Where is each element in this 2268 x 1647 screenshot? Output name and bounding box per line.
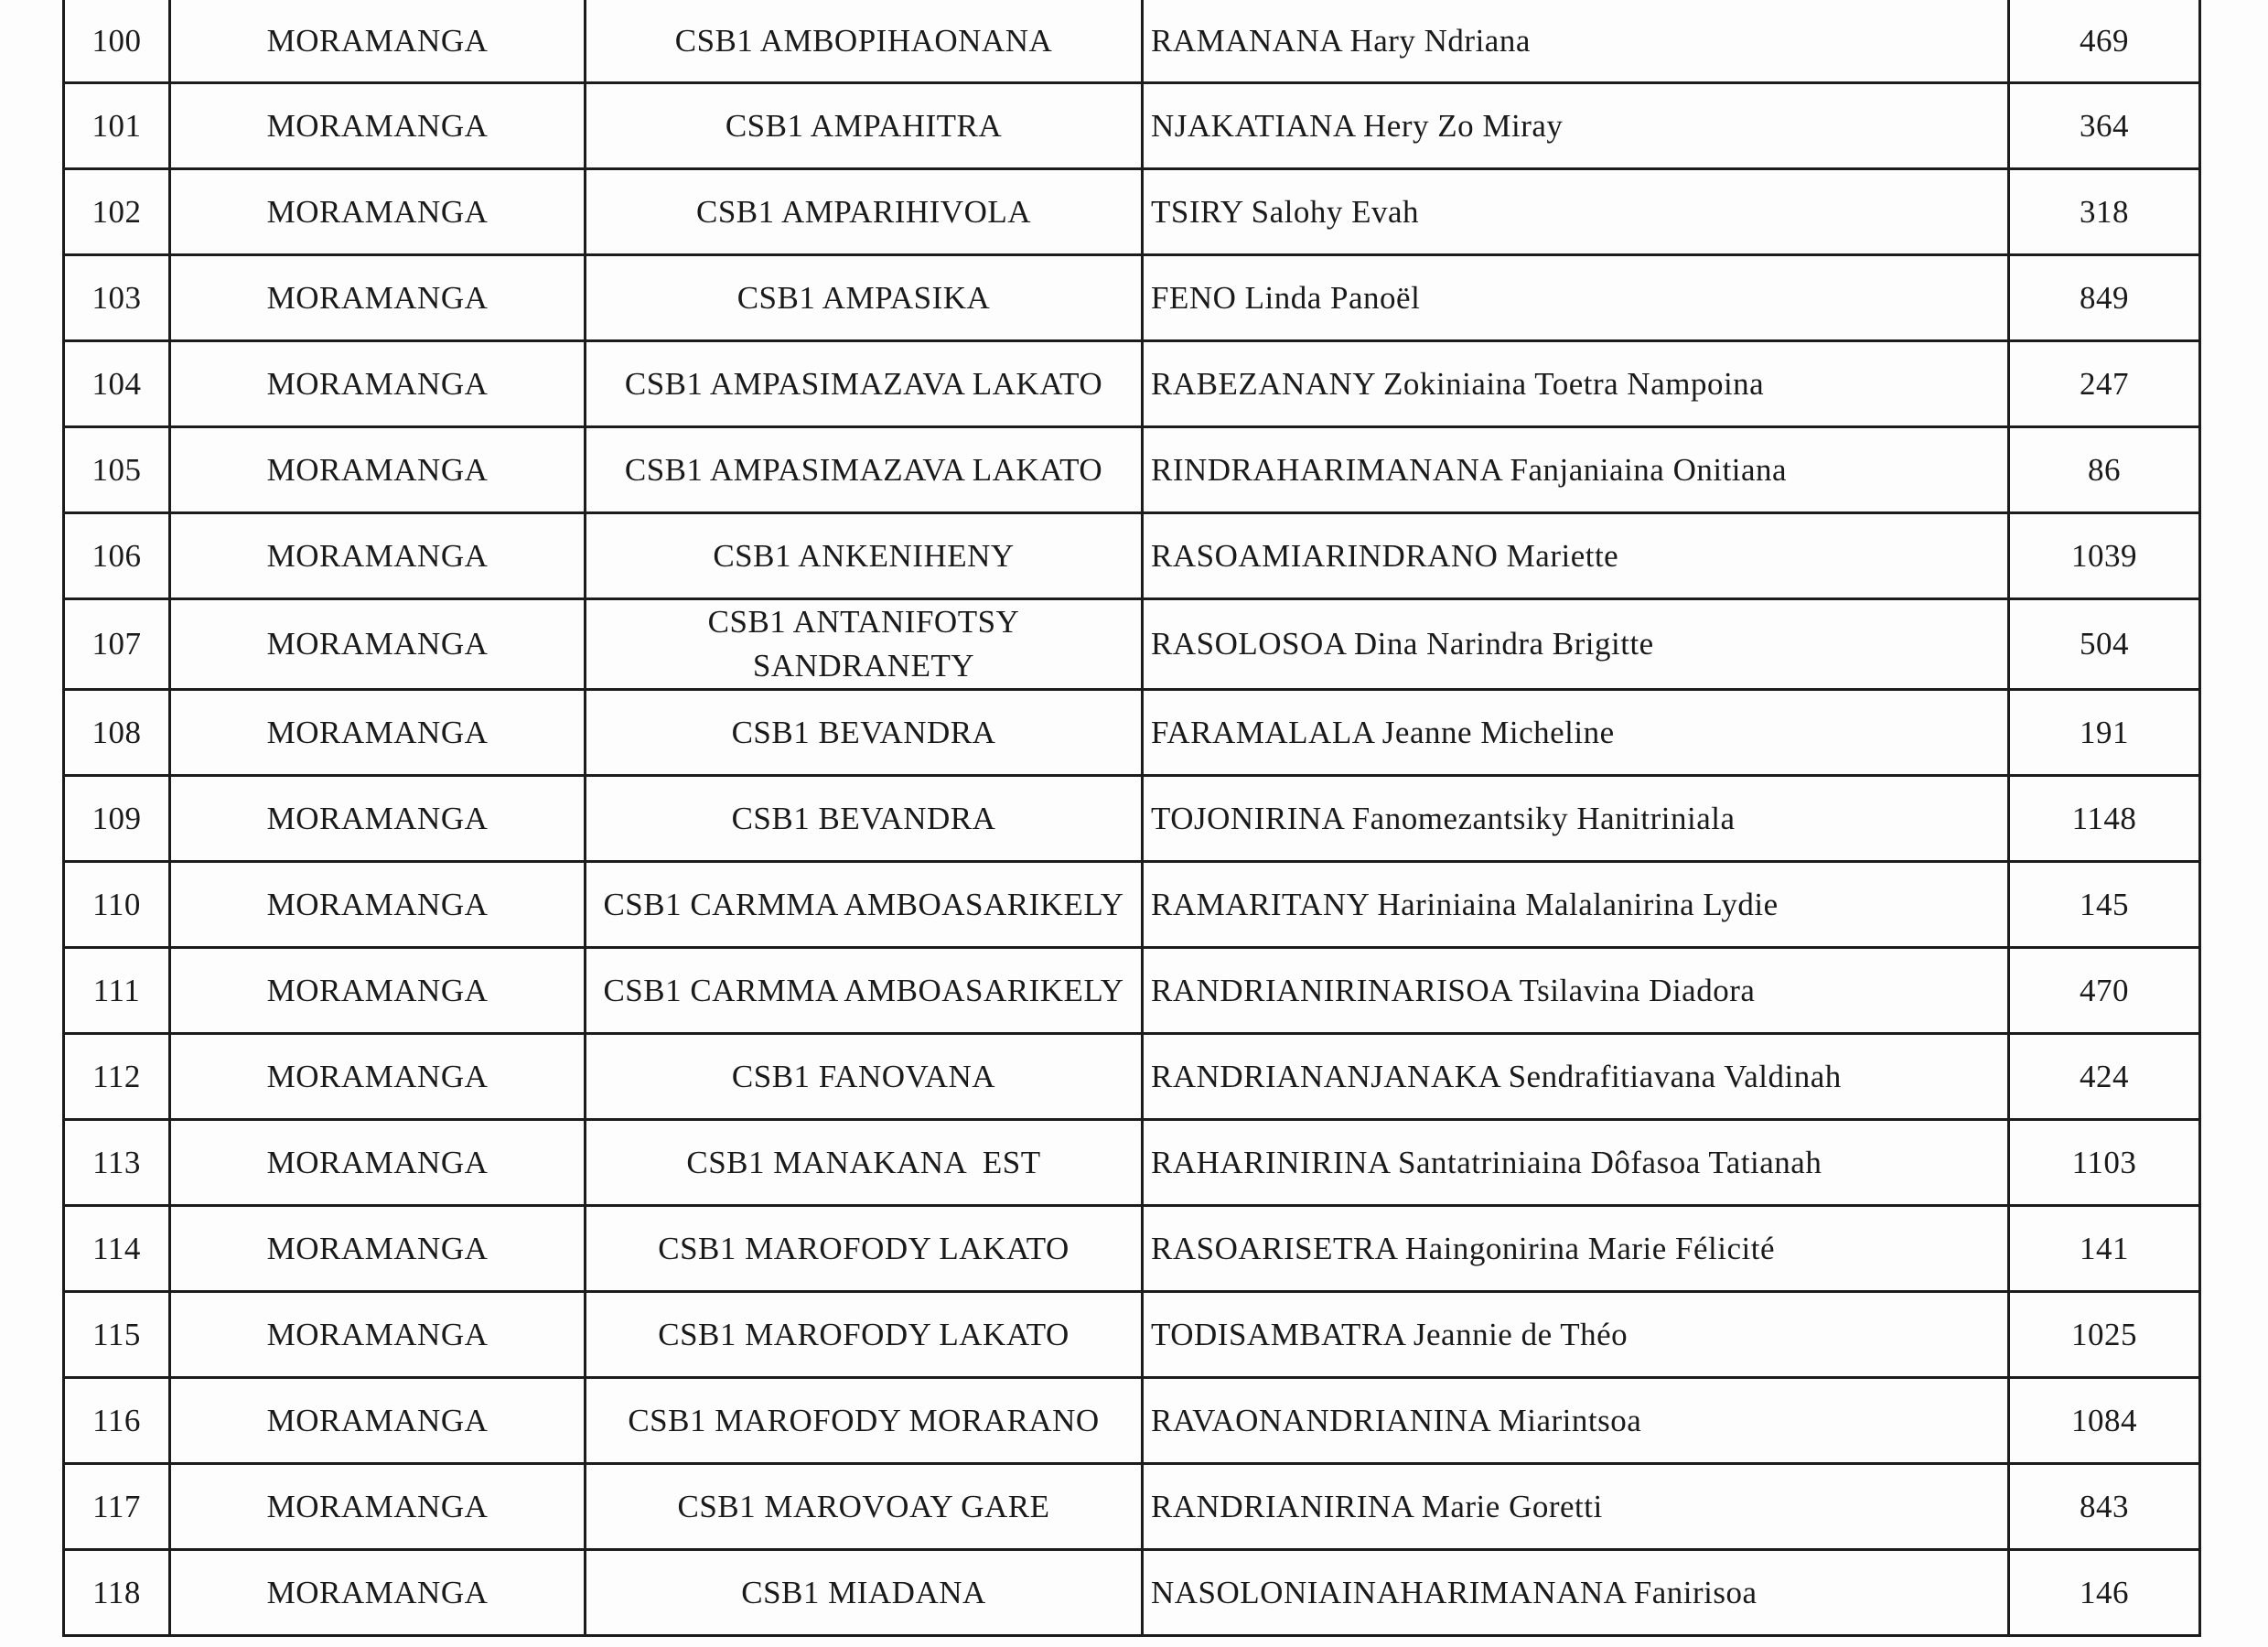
table-row [64,948,2200,1034]
roster-table [62,0,2201,1637]
facility-cell: CSB1 MAROFODY LAKATO [586,1206,1143,1292]
row-number-cell: 111 [64,948,170,1034]
count-cell: 145 [2009,862,2200,948]
table-row [64,513,2200,599]
person-name-cell: RANDRIANIRINA Marie Goretti [1143,1464,2009,1550]
district-cell: MORAMANGA [170,169,586,255]
person-name-cell: TOJONIRINA Fanomezantsiky Hanitriniala [1143,776,2009,862]
row-number-cell: 107 [64,599,170,690]
district-cell: MORAMANGA [170,0,586,83]
count-cell: 470 [2009,948,2200,1034]
district-cell: MORAMANGA [170,513,586,599]
row-number-cell: 116 [64,1378,170,1464]
table-row [64,1464,2200,1550]
table-row [64,776,2200,862]
district-cell: MORAMANGA [170,862,586,948]
table-row [64,427,2200,513]
person-name-cell: RANDRIANIRINARISOA Tsilavina Diadora [1143,948,2009,1034]
count-cell: 191 [2009,690,2200,776]
count-cell: 849 [2009,255,2200,341]
facility-cell: CSB1 MAROFODY LAKATO [586,1292,1143,1378]
count-cell: 318 [2009,169,2200,255]
facility-cell: CSB1 ANTANIFOTSY SANDRANETY [586,599,1143,690]
row-number-cell: 115 [64,1292,170,1378]
person-name-cell: RANDRIANANJANAKA Sendrafitiavana Valdinah [1143,1034,2009,1120]
table-row [64,1120,2200,1206]
facility-cell: CSB1 BEVANDRA [586,690,1143,776]
row-number-cell: 106 [64,513,170,599]
roster-table-body [64,0,2200,1636]
facility-cell: CSB1 AMPARIHIVOLA [586,169,1143,255]
person-name-cell: RASOLOSOA Dina Narindra Brigitte [1143,599,2009,690]
district-cell: MORAMANGA [170,776,586,862]
row-number-cell: 105 [64,427,170,513]
table-row [64,1550,2200,1636]
facility-cell: CSB1 AMPASIMAZAVA LAKATO [586,427,1143,513]
facility-cell: CSB1 AMPASIKA [586,255,1143,341]
person-name-cell: FENO Linda Panoël [1143,255,2009,341]
table-row [64,1292,2200,1378]
person-name-cell: RAMANANA Hary Ndriana [1143,0,2009,83]
count-cell: 1148 [2009,776,2200,862]
person-name-cell: RAMARITANY Hariniaina Malalanirina Lydie [1143,862,2009,948]
facility-cell: CSB1 CARMMA AMBOASARIKELY [586,862,1143,948]
facility-cell: CSB1 AMBOPIHAONANA [586,0,1143,83]
count-cell: 141 [2009,1206,2200,1292]
row-number-cell: 103 [64,255,170,341]
row-number-cell: 104 [64,341,170,427]
person-name-cell: RASOAMIARINDRANO Mariette [1143,513,2009,599]
facility-cell: CSB1 MANAKANA EST [586,1120,1143,1206]
facility-cell: CSB1 BEVANDRA [586,776,1143,862]
table-row [64,1378,2200,1464]
facility-cell: CSB1 MIADANA [586,1550,1143,1636]
person-name-cell: NASOLONIAINAHARIMANANA Fanirisoa [1143,1550,2009,1636]
row-number-cell: 118 [64,1550,170,1636]
count-cell: 1084 [2009,1378,2200,1464]
table-row [64,255,2200,341]
person-name-cell: TODISAMBATRA Jeannie de Théo [1143,1292,2009,1378]
district-cell: MORAMANGA [170,1550,586,1636]
count-cell: 146 [2009,1550,2200,1636]
row-number-cell: 112 [64,1034,170,1120]
row-number-cell: 102 [64,169,170,255]
count-cell: 364 [2009,83,2200,169]
facility-cell: CSB1 FANOVANA [586,1034,1143,1120]
count-cell: 504 [2009,599,2200,690]
count-cell: 1025 [2009,1292,2200,1378]
district-cell: MORAMANGA [170,255,586,341]
count-cell: 247 [2009,341,2200,427]
row-number-cell: 114 [64,1206,170,1292]
count-cell: 424 [2009,1034,2200,1120]
person-name-cell: NJAKATIANA Hery Zo Miray [1143,83,2009,169]
facility-cell: CSB1 MAROFODY MORARANO [586,1378,1143,1464]
person-name-cell: RINDRAHARIMANANA Fanjaniaina Onitiana [1143,427,2009,513]
person-name-cell: RAHARINIRINA Santatriniaina Dôfasoa Tatianah [1143,1120,2009,1206]
row-number-cell: 117 [64,1464,170,1550]
table-row [64,169,2200,255]
district-cell: MORAMANGA [170,1120,586,1206]
district-cell: MORAMANGA [170,427,586,513]
table-row [64,341,2200,427]
table-row [64,1206,2200,1292]
district-cell: MORAMANGA [170,948,586,1034]
row-number-cell: 110 [64,862,170,948]
person-name-cell: RAVAONANDRIANINA Miarintsoa [1143,1378,2009,1464]
count-cell: 1103 [2009,1120,2200,1206]
count-cell: 86 [2009,427,2200,513]
count-cell: 1039 [2009,513,2200,599]
count-cell: 469 [2009,0,2200,83]
row-number-cell: 100 [64,0,170,83]
table-row [64,83,2200,169]
district-cell: MORAMANGA [170,599,586,690]
facility-cell: CSB1 CARMMA AMBOASARIKELY [586,948,1143,1034]
facility-cell: CSB1 AMPAHITRA [586,83,1143,169]
row-number-cell: 113 [64,1120,170,1206]
row-number-cell: 101 [64,83,170,169]
table-row [64,690,2200,776]
table-row [64,599,2200,690]
person-name-cell: FARAMALALA Jeanne Micheline [1143,690,2009,776]
row-number-cell: 109 [64,776,170,862]
district-cell: MORAMANGA [170,1378,586,1464]
person-name-cell: RASOARISETRA Haingonirina Marie Félicité [1143,1206,2009,1292]
district-cell: MORAMANGA [170,1292,586,1378]
district-cell: MORAMANGA [170,1034,586,1120]
district-cell: MORAMANGA [170,1464,586,1550]
district-cell: MORAMANGA [170,83,586,169]
facility-cell: CSB1 AMPASIMAZAVA LAKATO [586,341,1143,427]
person-name-cell: TSIRY Salohy Evah [1143,169,2009,255]
table-row [64,0,2200,83]
facility-cell: CSB1 ANKENIHENY [586,513,1143,599]
district-cell: MORAMANGA [170,690,586,776]
row-number-cell: 108 [64,690,170,776]
person-name-cell: RABEZANANY Zokiniaina Toetra Nampoina [1143,341,2009,427]
district-cell: MORAMANGA [170,341,586,427]
table-row [64,1034,2200,1120]
count-cell: 843 [2009,1464,2200,1550]
district-cell: MORAMANGA [170,1206,586,1292]
table-row [64,862,2200,948]
facility-cell: CSB1 MAROVOAY GARE [586,1464,1143,1550]
